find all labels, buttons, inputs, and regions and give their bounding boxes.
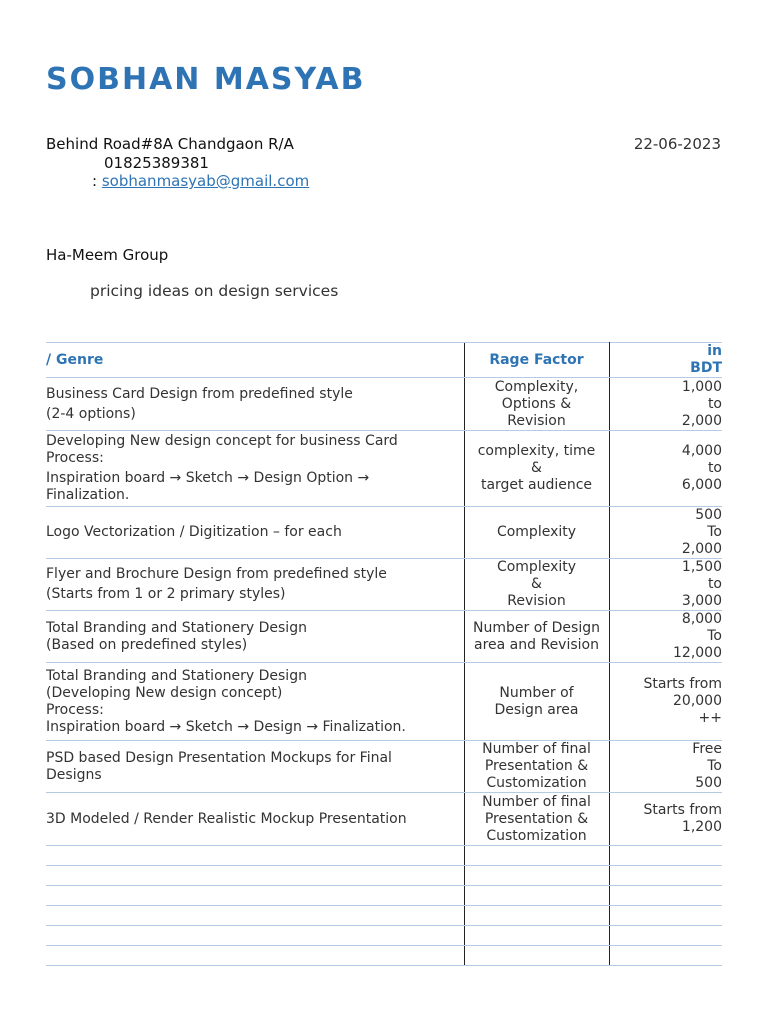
price-line: Starts from (643, 676, 722, 692)
table-row (46, 741, 722, 793)
factor-line: Complexity (496, 559, 577, 575)
empty-cell (46, 906, 464, 926)
factor-line: Number of (499, 684, 574, 701)
cell-factor (464, 431, 609, 507)
cell-service (46, 507, 464, 559)
empty-cell (609, 846, 722, 866)
cell-factor (464, 663, 609, 741)
factor-line: target audience (480, 477, 593, 493)
factor-line: & (531, 460, 542, 476)
price-line: 3,000 (681, 593, 722, 609)
service-line: Logo Vectorization / Digitization – for each (46, 524, 342, 540)
factor-line: Customization (486, 827, 587, 844)
price-line: to (707, 460, 722, 476)
empty-cell (46, 946, 464, 966)
sender-address: Behind Road#8A Chandgaon R/A (46, 135, 294, 153)
price-line: Free (692, 741, 722, 757)
cell-price (609, 793, 722, 846)
empty-row (46, 946, 722, 966)
email-link[interactable]: sobhanmasyab@gmail.com (101, 172, 310, 190)
service-line: Flyer and Brochure Design from predefined style (46, 566, 387, 582)
price-line: 8,000 (681, 611, 722, 627)
empty-cell (464, 886, 609, 906)
factor-line: Presentation & (484, 758, 589, 774)
factor-line: Complexity (496, 524, 577, 540)
table-row (46, 559, 722, 611)
cell-factor (464, 793, 609, 846)
empty-cell (464, 946, 609, 966)
cell-factor (464, 741, 609, 793)
empty-row (46, 886, 722, 906)
service-line: (Starts from 1 or 2 primary styles) (46, 586, 286, 602)
empty-cell (46, 886, 464, 906)
empty-cell (46, 846, 464, 866)
service-line: Process: (46, 701, 104, 718)
factor-line: Customization (486, 775, 587, 791)
letter-date: 22-06-2023 (633, 135, 721, 153)
service-line: (Developing New design concept) (46, 684, 283, 701)
empty-cell (464, 846, 609, 866)
factor-line: Complexity, (494, 378, 579, 395)
service-line: Inspiration board → Sketch → Design Option → (46, 470, 370, 486)
price-line: 6,000 (681, 477, 722, 493)
price-line: to (707, 395, 722, 412)
empty-cell (609, 866, 722, 886)
price-line: 500 (695, 775, 722, 791)
cell-factor (464, 378, 609, 431)
empty-cell (464, 906, 609, 926)
price-line: 1,500 (681, 559, 722, 575)
service-line: Process: (46, 450, 104, 466)
empty-cell (609, 906, 722, 926)
header-range-factor: Rage Factor (464, 343, 609, 378)
service-line: Developing New design concept for business Card (46, 433, 398, 449)
empty-row (46, 906, 722, 926)
price-line: 1,000 (681, 378, 722, 395)
table-row (46, 793, 722, 846)
header-unit-line1: in (707, 343, 722, 359)
service-line: Inspiration board → Sketch → Design → Finalization. (46, 718, 406, 735)
table-row (46, 378, 722, 431)
cell-price (609, 663, 722, 741)
price-line: Starts from (643, 802, 722, 818)
service-line: Total Branding and Stationery Design (46, 619, 307, 636)
table-row (46, 663, 722, 741)
sender-name: SOBHAN MASYAB (46, 62, 366, 97)
factor-line: Revision (507, 412, 566, 429)
empty-cell (464, 866, 609, 886)
empty-row (46, 866, 722, 886)
empty-cell (609, 946, 722, 966)
email-prefix: : (92, 172, 98, 190)
empty-row (46, 846, 722, 866)
cell-price (609, 741, 722, 793)
factor-line: complexity, time (477, 443, 596, 459)
recipient-name: Ha-Meem Group (46, 246, 169, 264)
price-line: To (707, 628, 722, 644)
cell-price (609, 507, 722, 559)
sender-phone: 01825389381 (104, 154, 209, 172)
price-line: 12,000 (673, 645, 722, 661)
service-line: (2-4 options) (46, 405, 136, 422)
price-line: ++ (698, 710, 722, 726)
service-line: (Based on predefined styles) (46, 636, 248, 653)
header-unit-line2: BDT (690, 360, 722, 376)
header-genre: / Genre (46, 343, 464, 378)
factor-line: Number of Design (473, 619, 600, 636)
service-line: PSD based Design Presentation Mockups for Final (46, 749, 392, 766)
empty-row (46, 926, 722, 946)
service-line: Designs (46, 766, 102, 783)
cell-service (46, 741, 464, 793)
price-line: To (707, 758, 722, 774)
cell-price (609, 378, 722, 431)
factor-line: Revision (507, 593, 566, 609)
empty-cell (609, 886, 722, 906)
factor-line: Number of final (482, 793, 591, 810)
empty-cell (46, 926, 464, 946)
service-line: 3D Modeled / Render Realistic Mockup Presentation (46, 810, 407, 827)
price-line: 2,000 (681, 541, 722, 557)
cell-factor (464, 559, 609, 611)
price-line: 4,000 (681, 443, 722, 459)
header-unit (609, 343, 722, 378)
table-row (46, 611, 722, 663)
pricing-table (46, 342, 722, 966)
price-line: 2,000 (681, 412, 722, 429)
cell-service (46, 378, 464, 431)
cell-service (46, 793, 464, 846)
table-row (46, 431, 722, 507)
factor-line: Presentation & (484, 810, 589, 827)
price-line: To (707, 524, 722, 540)
cell-price (609, 559, 722, 611)
table-row (46, 507, 722, 559)
factor-line: Options & (501, 395, 572, 412)
price-line: 500 (695, 507, 722, 523)
table-header-row (46, 343, 722, 378)
sender-email-line (92, 172, 309, 190)
cell-factor (464, 611, 609, 663)
service-line: Finalization. (46, 487, 130, 503)
empty-cell (464, 926, 609, 946)
price-line: 20,000 (673, 693, 722, 709)
factor-line: Number of final (482, 741, 591, 757)
letter-subject: pricing ideas on design services (90, 282, 339, 300)
cell-service (46, 663, 464, 741)
service-line: Business Card Design from predefined style (46, 385, 353, 402)
cell-service (46, 559, 464, 611)
empty-cell (46, 866, 464, 886)
factor-line: & (531, 576, 542, 592)
cell-price (609, 611, 722, 663)
cell-service (46, 611, 464, 663)
cell-service (46, 431, 464, 507)
service-line: Total Branding and Stationery Design (46, 667, 307, 684)
cell-factor (464, 507, 609, 559)
price-line: 1,200 (681, 819, 722, 835)
empty-cell (609, 926, 722, 946)
cell-price (609, 431, 722, 507)
factor-line: area and Revision (474, 636, 599, 653)
factor-line: Design area (494, 701, 579, 718)
price-line: to (707, 576, 722, 592)
